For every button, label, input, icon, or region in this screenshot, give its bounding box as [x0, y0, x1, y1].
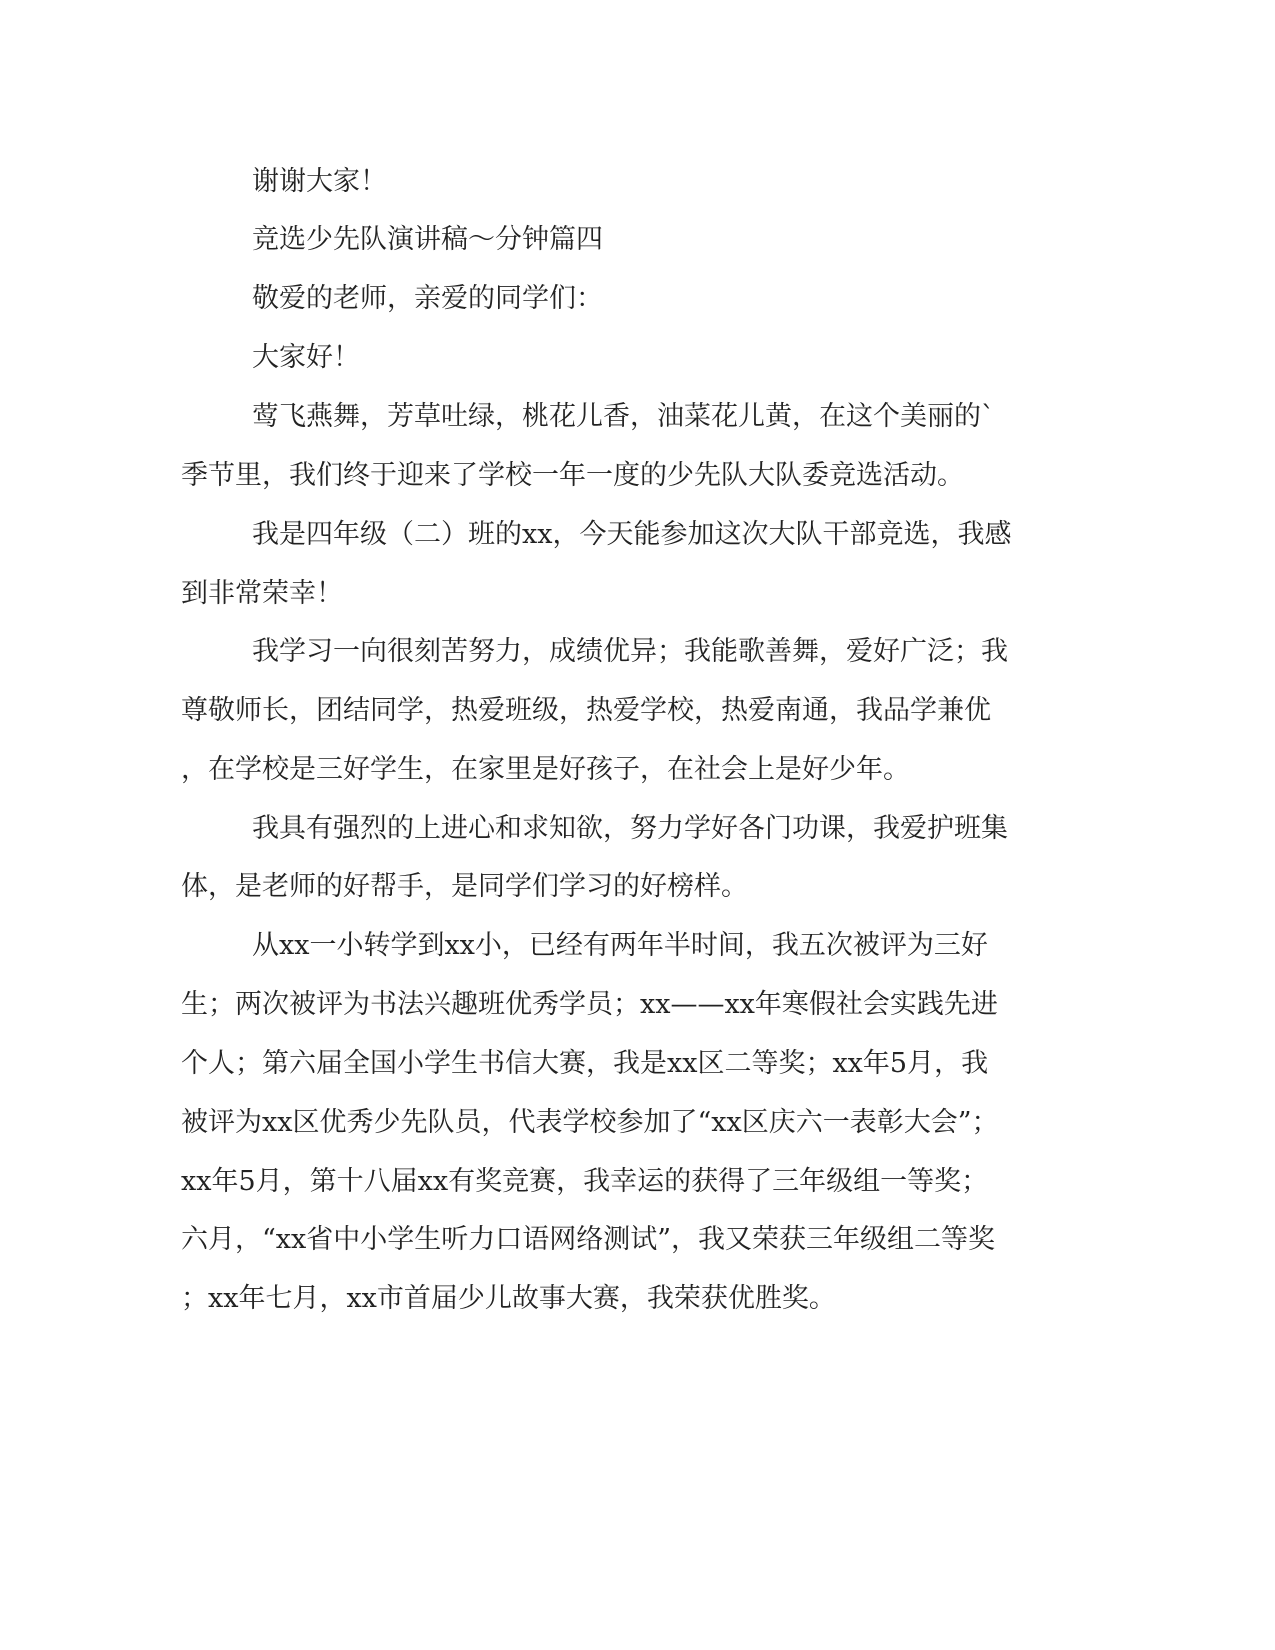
text-line: 从xx一小转学到xx小，已经有两年半时间，我五次被评为三好: [252, 930, 988, 961]
text-line: 个人；第六届全国小学生书信大赛，我是xx区二等奖；xx年5月，我: [181, 1048, 989, 1079]
text-line: 体，是老师的好帮手，是同学们学习的好榜样。: [181, 871, 748, 902]
text-line: 莺飞燕舞，芳草吐绿，桃花儿香，油菜花儿黄，在这个美丽的`: [252, 401, 995, 432]
text-line: xx年5月，第十八届xx有奖竞赛，我幸运的获得了三年级组一等奖；: [181, 1166, 989, 1197]
text-line: 到非常荣幸！: [181, 578, 343, 609]
text-line: 我具有强烈的上进心和求知欲，努力学好各门功课，我爱护班集: [252, 813, 1008, 844]
text-line: 被评为xx区优秀少先队员，代表学校参加了“xx区庆六一表彰大会”；: [181, 1107, 999, 1138]
text-line: 谢谢大家！: [252, 166, 387, 197]
text-line: 尊敬师长，团结同学，热爱班级，热爱学校，热爱南通，我品学兼优: [181, 695, 991, 726]
text-line: 六月，“xx省中小学生听力口语网络测试”，我又荣获三年级组二等奖: [181, 1224, 996, 1255]
section-title: 竞选少先队演讲稿～分钟篇四: [252, 224, 603, 255]
text-line: 季节里，我们终于迎来了学校一年一度的少先队大队委竞选活动。: [181, 460, 964, 491]
text-line: 生；两次被评为书法兴趣班优秀学员；xx——xx年寒假社会实践先进: [181, 989, 998, 1020]
greeting: 大家好！: [252, 342, 360, 373]
text-line: ，在学校是三好学生，在家里是好孩子，在社会上是好少年。: [181, 754, 910, 785]
text-line: ；xx年七月，xx市首届少儿故事大赛，我荣获优胜奖。: [181, 1283, 836, 1314]
text-line: 我学习一向很刻苦努力，成绩优异；我能歌善舞，爱好广泛；我: [252, 636, 1008, 667]
text-line: 我是四年级（二）班的xx，今天能参加这次大队干部竞选，我感: [252, 519, 1012, 550]
salutation: 敬爱的老师，亲爱的同学们：: [252, 283, 603, 314]
